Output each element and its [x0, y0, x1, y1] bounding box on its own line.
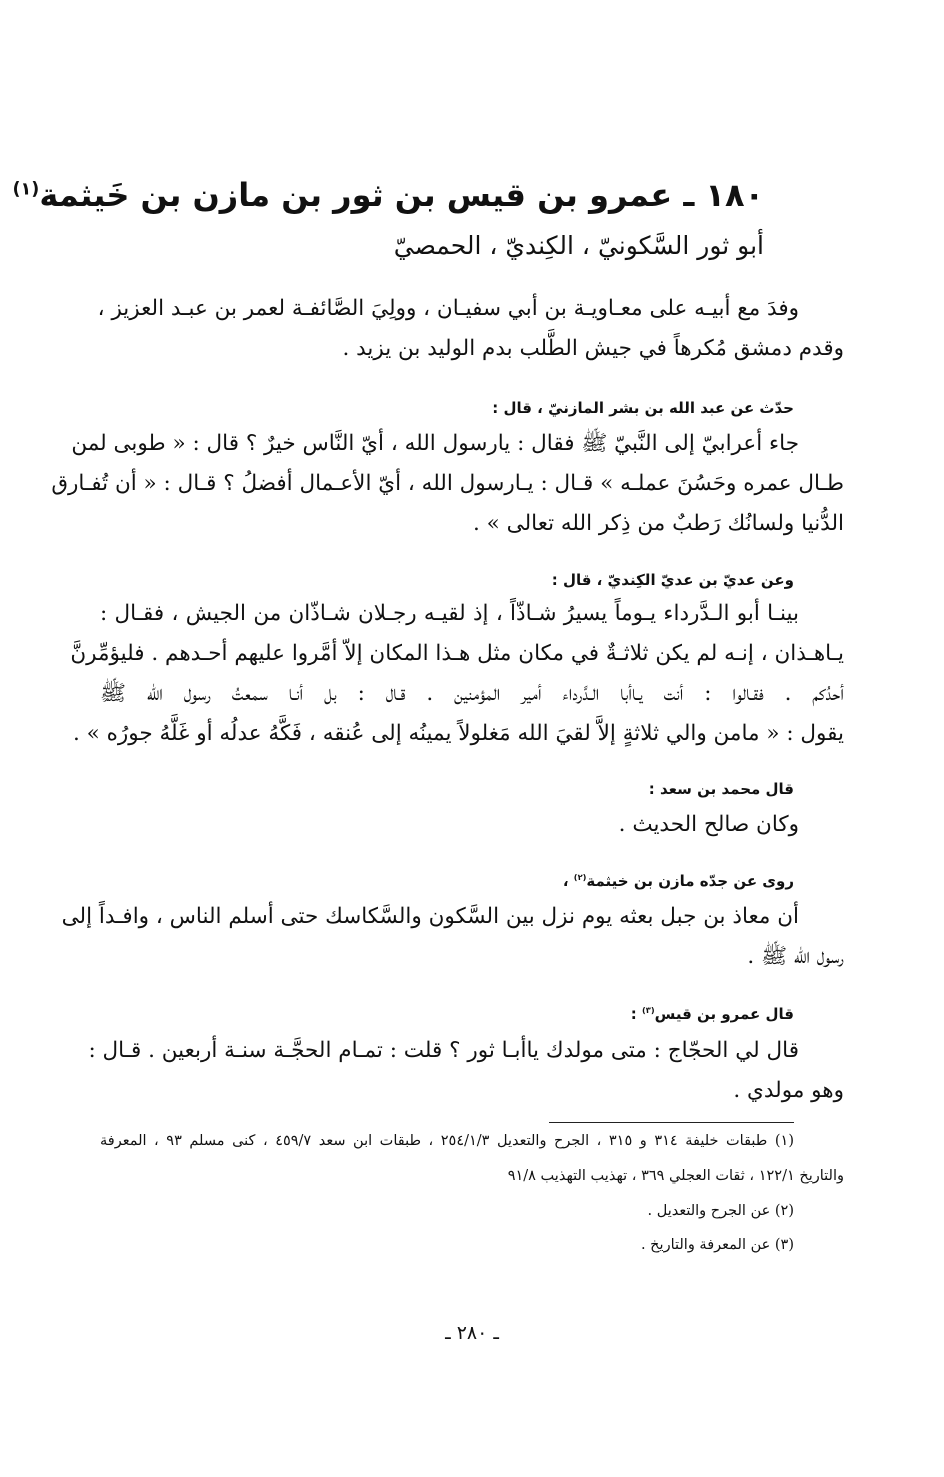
- entry-title: [12, 170, 764, 220]
- section5-paragraph: [88, 1031, 844, 1111]
- intro-line-2: وقدم دمشق مُكرهاً في جيش الطَّلب بدم الوليد بن يزيد .: [342, 336, 844, 361]
- section5-line-1: قال لي الحجّاج : متى مولدك ياأبـا ثور ؟ قلت : تمـام الحجَّـة سنـة أربعين . قـال :: [88, 1038, 799, 1063]
- footnote-ref-3: (٣): [642, 1005, 655, 1015]
- section5-line-2: وهو مولدي .: [733, 1078, 844, 1103]
- footnote-2: (٢) عن الجرح والتعديل .: [647, 1203, 794, 1219]
- footnote-separator: [549, 1122, 794, 1123]
- footnote-1-line-1: (١) طبقات خليفة ٣١٤ و ٣١٥ ، الجرح والتعديل ٢٥٤/١/٣ ، طبقات ابن سعد ٤٥٩/٧ ، كنى مسلم ٩٣ ، المعرفة: [100, 1133, 795, 1149]
- section4-line-2: رسول الله ﷺ .: [747, 944, 844, 969]
- section4-heading: [120, 868, 794, 894]
- section1-line-2: طـال عمره وحَسُنَ عملـه » قـال : يـارسول الله ، أيّ الأعـمال أفضلُ ؟ قـال : « أن تُفـارق: [51, 471, 844, 496]
- footnote-ref-1: (١): [12, 179, 40, 200]
- section5-heading-tail: :: [630, 1005, 643, 1023]
- section5-heading-text: قال عمرو بن قيس: [654, 1005, 794, 1023]
- section2-line-2: يـاهـذان ، إنـه لم يكن ثلاثـةٌ في مكان مثل هـذا المكان إلاّ أمَّروا عليهم أحـدهم . فليؤمِّرنَّ: [70, 641, 844, 666]
- section1-heading: حدّث عن عبد الله بن بشر المازنيّ ، قال :: [492, 399, 794, 417]
- section2-line-4: يقول : « مامن والي ثلاثةٍ إلاَّ لقيَ الله مَغلولاً يمينُه إلى عُنقه ، فَكَّهُ عدلُه أو غَلَّهُ جورُه » .: [72, 721, 844, 746]
- section4-heading-text: روى عن جدّه مازن بن خيثمة: [586, 872, 794, 890]
- intro-paragraph: [97, 289, 844, 369]
- section1-line-1: جاء أعرابيّ إلى النَّبيّ ﷺ فقال : يارسول الله ، أيّ النَّاس خيرٌ ؟ قال : « طوبى لمن: [71, 431, 799, 456]
- footnote-1-line-2: والتاريخ ١٢٢/١ ، ثقات العجلي ٣٦٩ ، تهذيب التهذيب ٩١/٨: [507, 1168, 844, 1184]
- section2-line-1: بينـا أبو الـدَّرداء يـوماً يسيرُ شـاذّاً ، إذ لقيـه رجـلان شـاذّان من الجيش ، فقـال :: [100, 601, 799, 626]
- section4-heading-tail: ،: [562, 872, 574, 890]
- section4-paragraph: [61, 897, 844, 977]
- section3-paragraph: [100, 805, 844, 845]
- section1-line-3: الدُّنيا ولسانُك رَطبٌ من ذِكر الله تعالى » .: [473, 511, 844, 536]
- section2-heading: وعن عديّ بن عديّ الكِنديّ ، قال :: [551, 571, 794, 589]
- section2-line-3: أحدُكم . فقـالوا : أنت يـاأبا الـدَّرداء أمير المؤمنين . قـال : بل أنـا سمعتُ رسول الله ﷺ: [100, 681, 844, 706]
- footnote-3: (٣) عن المعرفة والتاريخ .: [640, 1237, 794, 1253]
- page-number: ـ ٢٨٠ ـ: [445, 1322, 499, 1344]
- section1-paragraph: [51, 424, 844, 544]
- section5-heading: [120, 1001, 794, 1027]
- footnote-ref-2: (٢): [573, 872, 587, 882]
- section2-paragraph: [70, 594, 844, 754]
- entry-title-text: ١٨٠ ـ عمرو بن قيس بن ثور بن مازن بن خَيثمة: [39, 176, 764, 214]
- entry-kunya: أبو ثور السَّكونيّ ، الكِنديّ ، الحمصيّ: [393, 231, 764, 260]
- section4-line-1: أن معاذ بن جبل بعثه يوم نزل بين السَّكون والسَّكاسك حتى أسلم الناس ، وافـداً إلى: [61, 904, 799, 929]
- section3-line-1: وكان صالح الحديث .: [618, 812, 799, 837]
- section3-heading: قال محمد بن سعد :: [648, 780, 794, 798]
- intro-line-1: وفدَ مع أبيـه على معـاويـة بن أبي سفيـان ، وولِيَ الصَّائفـة لعمر بن عبـد العزيز ،: [97, 296, 799, 321]
